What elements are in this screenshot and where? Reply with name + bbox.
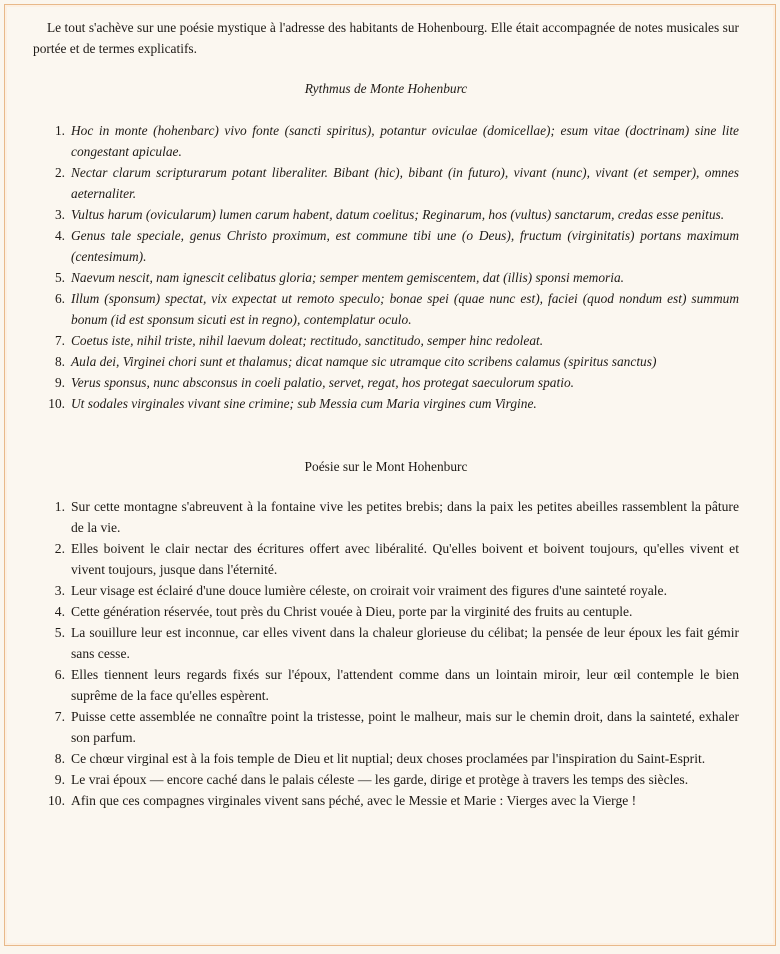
verse-number: 7. xyxy=(54,333,65,348)
intro-paragraph: Le tout s'achève sur une poésie mystique à l'adresse des habitants de Hohenbourg. Elle était accompagnée de notes musicales sur portée et de termes explicatifs. xyxy=(33,20,739,56)
french-verse xyxy=(33,790,739,811)
verse-text: Elles tiennent leurs regards fixés sur l'époux, l'attendent comme dans un lointain miroir, leur œil contemple le bien suprême de la face qu'elles espèrent. xyxy=(71,667,739,703)
french-verse xyxy=(33,622,739,664)
verse-text: Ce chœur virginal est à la fois temple de Dieu et lit nuptial; deux choses proclamées par l'inspiration du Saint-Esprit. xyxy=(71,751,706,766)
latin-verse xyxy=(33,120,739,162)
verse-number: 8. xyxy=(54,354,65,369)
verse-text: Leur visage est éclairé d'une douce lumière céleste, on croirait voir vraiment des figures d'une sainteté royale. xyxy=(71,583,667,598)
verse-number: 4. xyxy=(54,228,65,243)
latin-verse xyxy=(33,267,739,288)
french-verse xyxy=(33,748,739,769)
french-verse xyxy=(33,601,739,622)
verse-number: 10. xyxy=(48,396,65,411)
french-verse xyxy=(33,664,739,706)
french-verse-list xyxy=(33,496,739,811)
latin-verse xyxy=(33,330,739,351)
verse-text: Vultus harum (ovicularum) lumen carum habent, datum coelitus; Reginarum, hos (vultus) sanctarum, credas esse penitus. xyxy=(71,207,725,222)
french-verse xyxy=(33,769,739,790)
verse-number: 9. xyxy=(54,375,65,390)
verse-text: Ut sodales virginales vivant sine crimine; sub Messia cum Maria virgines cum Virgine. xyxy=(71,396,537,411)
verse-text: Puisse cette assemblée ne connaître point la tristesse, point le malheur, mais sur le chemin droit, dans la sainteté, exhaler son parfum. xyxy=(71,709,739,745)
latin-poem-title: Rythmus de Monte Hohenburc xyxy=(304,81,468,96)
verse-number: 1. xyxy=(54,499,65,514)
verse-number: 4. xyxy=(54,604,65,619)
verse-number: 5. xyxy=(54,625,65,640)
latin-verse xyxy=(33,204,739,225)
french-verse xyxy=(33,706,739,748)
french-verse xyxy=(33,496,739,538)
verse-text: Hoc in monte (hohenbarc) vivo fonte (sancti spiritus), potantur oviculae (domicellae); esum vitae (doctrinam) sine lite congestant apiculae. xyxy=(71,123,739,159)
verse-number: 9. xyxy=(54,772,65,787)
verse-text: Cette génération réservée, tout près du Christ vouée à Dieu, porte par la virginité des fruits au centuple. xyxy=(71,604,633,619)
verse-number: 6. xyxy=(54,291,65,306)
verse-text: Sur cette montagne s'abreuvent à la fontaine vive les petites brebis; dans la paix les petites abeilles rassemblent la pâture de la vie. xyxy=(71,499,739,535)
verse-text: Nectar clarum scripturarum potant liberaliter. Bibant (hic), bibant (in futuro), vivant (nunc), vivant (et semper), omnes aeternaliter. xyxy=(71,165,739,201)
verse-number: 10. xyxy=(48,793,65,808)
latin-verse xyxy=(33,393,739,414)
latin-verse xyxy=(33,225,739,267)
verse-text: La souillure leur est inconnue, car elles vivent dans la chaleur glorieuse du célibat; la pensée de leur époux les fait gémir sans cesse. xyxy=(71,625,739,661)
verse-text: Genus tale speciale, genus Christo proximum, est commune tibi une (o Deus), fructum (virginitatis) portans maximum (centesimum). xyxy=(71,228,739,264)
verse-text: Naevum nescit, nam ignescit celibatus gloria; semper mentem gemiscentem, dat (illis) sponsi memoria. xyxy=(71,270,625,285)
verse-text: Elles boivent le clair nectar des écritures offert avec libéralité. Qu'elles boivent et boivent toujours, qu'elles vivent et vivent toujours, jusque dans l'éternité. xyxy=(71,541,739,577)
verse-text: Aula dei, Virginei chori sunt et thalamus; dicat namque sic utramque cito scribens calamus (spiritus sanctus) xyxy=(71,354,657,369)
verse-text: Afin que ces compagnes virginales vivent sans péché, avec le Messie et Marie : Vierges avec la Vierge ! xyxy=(71,793,637,808)
french-verse xyxy=(33,538,739,580)
latin-verse-list xyxy=(33,120,739,414)
verse-number: 3. xyxy=(54,207,65,222)
latin-verse xyxy=(33,288,739,330)
verse-text: Coetus iste, nihil triste, nihil laevum doleat; rectitudo, sanctitudo, semper hinc redoleat. xyxy=(71,333,544,348)
verse-number: 1. xyxy=(54,123,65,138)
latin-verse xyxy=(33,372,739,393)
verse-number: 2. xyxy=(54,541,65,556)
document-page xyxy=(4,4,776,946)
french-verse xyxy=(33,580,739,601)
verse-text: Le vrai époux — encore caché dans le palais céleste — les garde, dirige et protège à travers les temps des siècles. xyxy=(71,772,689,787)
verse-number: 3. xyxy=(54,583,65,598)
verse-text: Verus sponsus, nunc absconsus in coeli palatio, servet, regat, hos protegat saeculorum spatio. xyxy=(71,375,574,390)
verse-number: 8. xyxy=(54,751,65,766)
verse-number: 2. xyxy=(54,165,65,180)
verse-number: 5. xyxy=(54,270,65,285)
verse-number: 6. xyxy=(54,667,65,682)
latin-verse xyxy=(33,351,739,372)
verse-number: 7. xyxy=(54,709,65,724)
french-poem-title: Poésie sur le Mont Hohenburc xyxy=(304,459,468,474)
latin-verse xyxy=(33,162,739,204)
verse-text: Illum (sponsum) spectat, vix expectat ut remoto speculo; bonae spei (quae nunc est), faciei (quod nondum est) summum bonum (id est sponsum sicuti est in regno), contemplatur oculo. xyxy=(71,291,739,327)
